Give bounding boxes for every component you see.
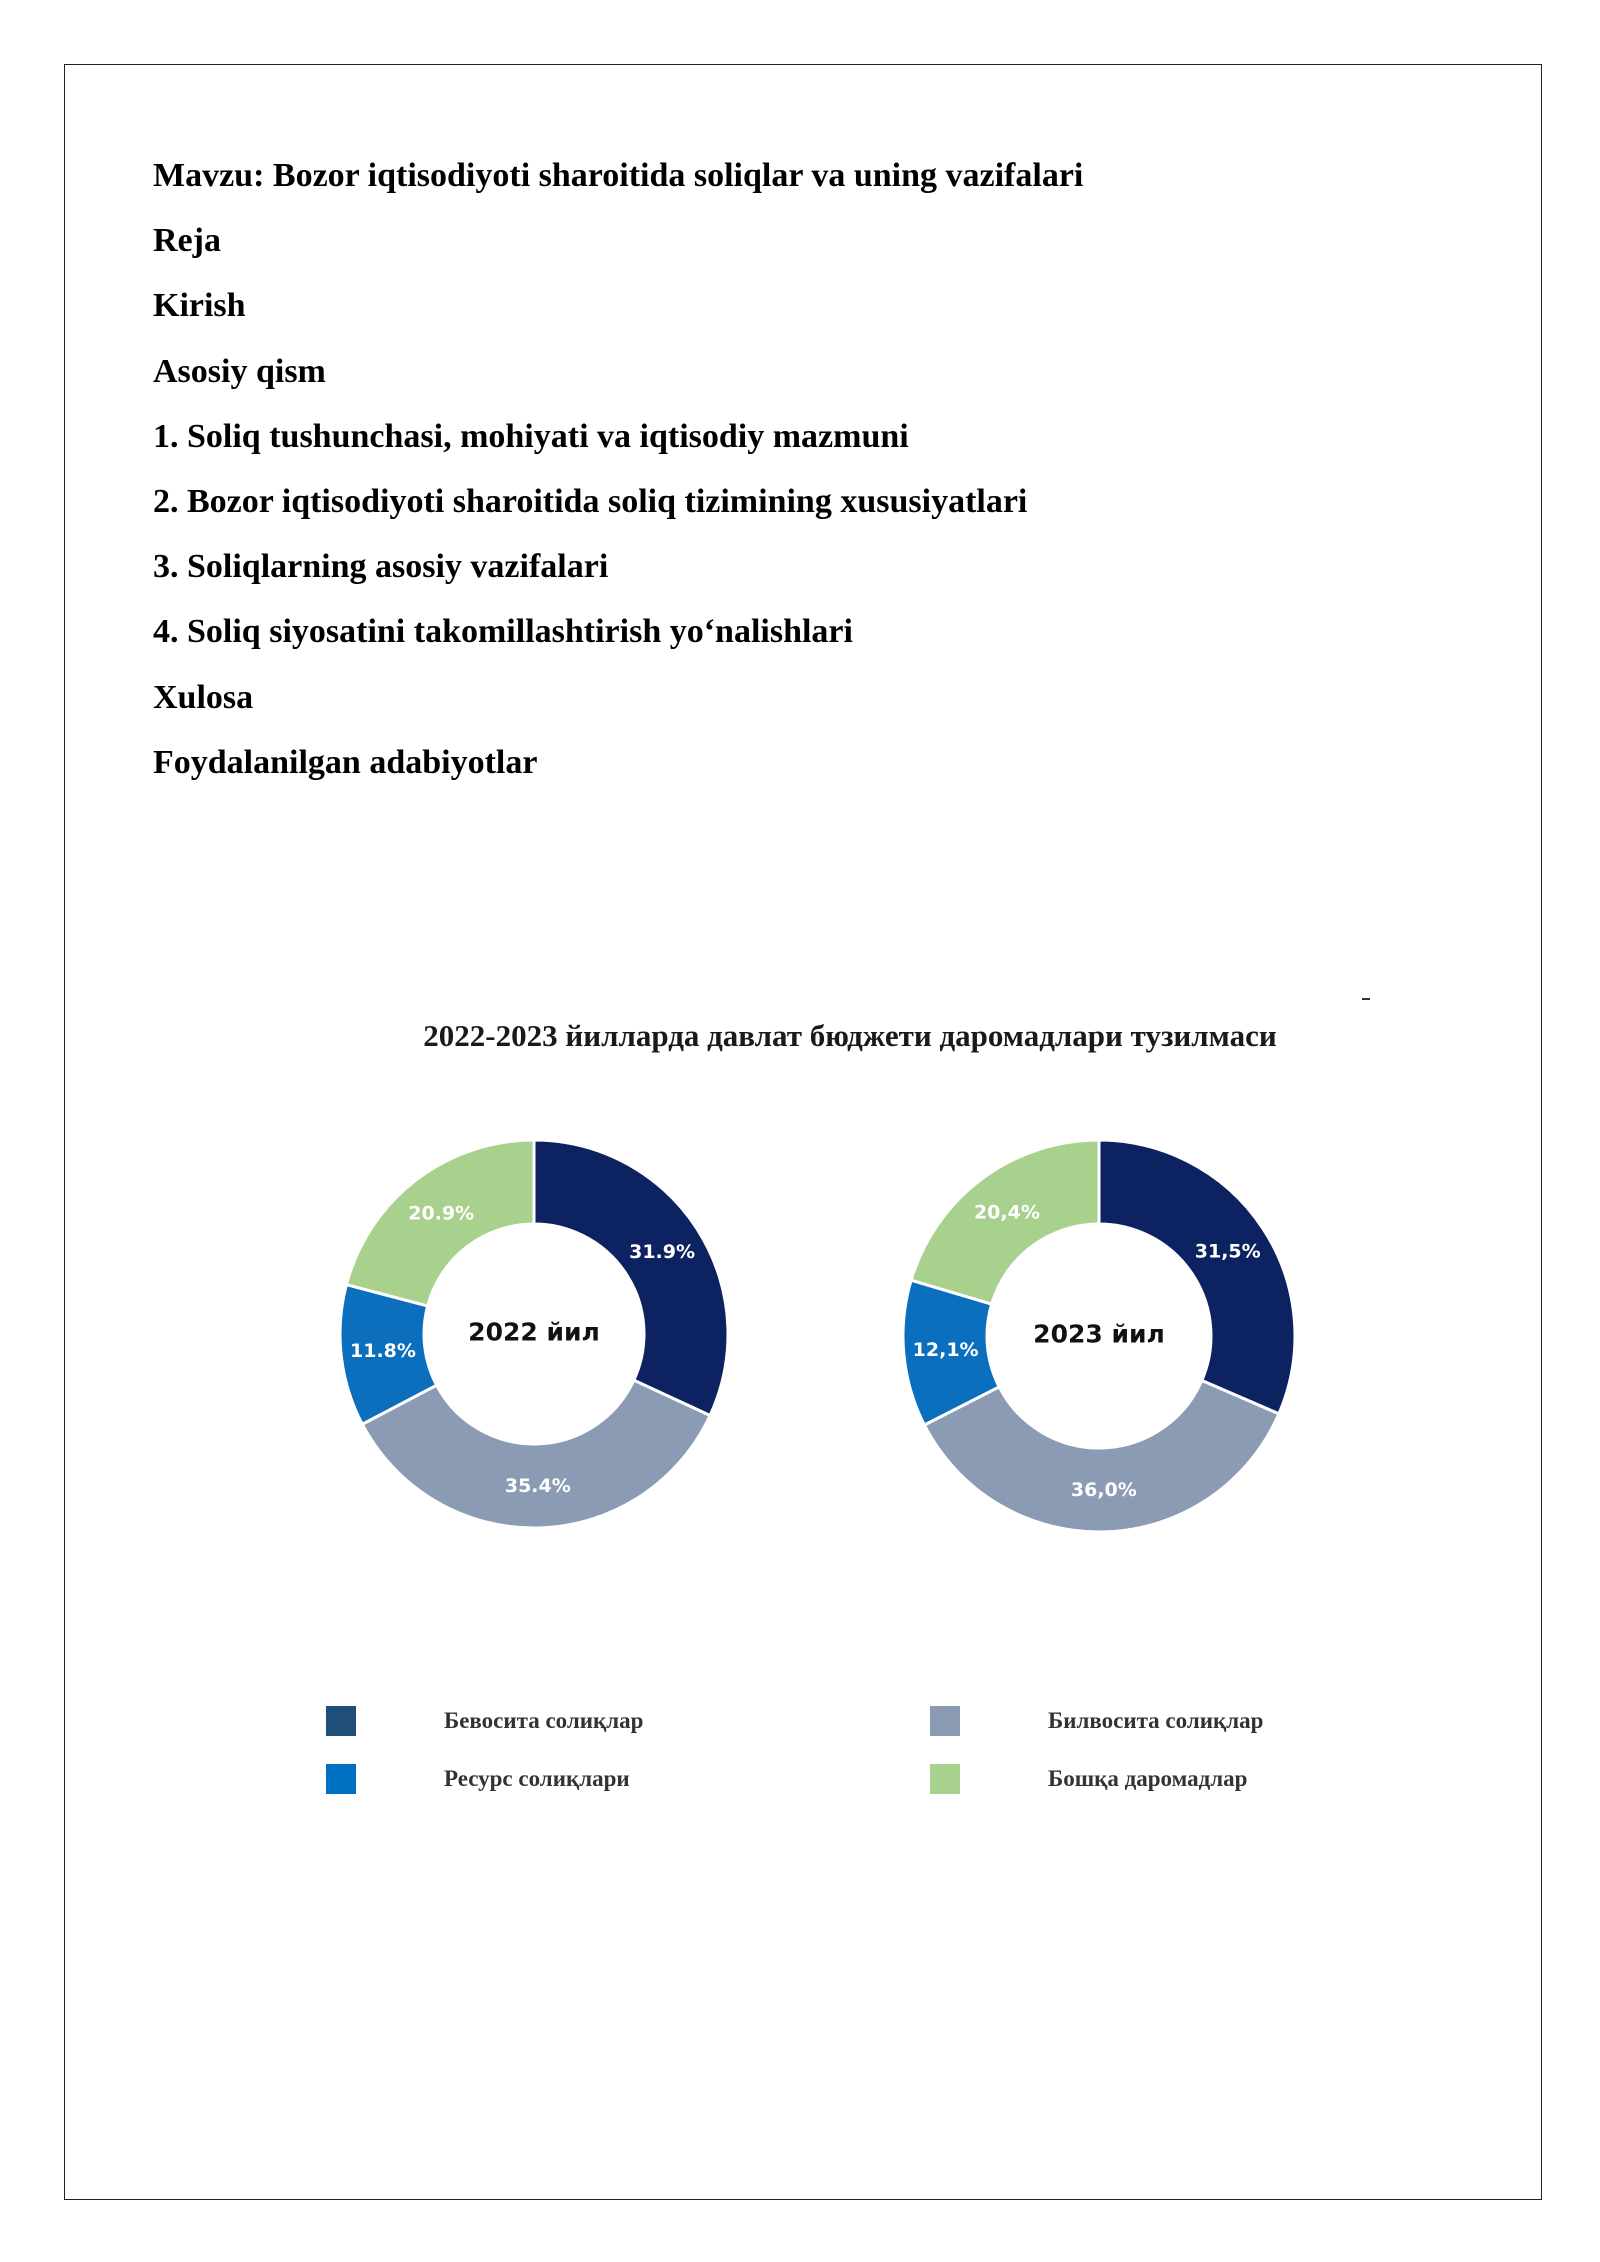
outline-main-part: Asosiy qism — [153, 352, 326, 390]
legend-label-direct-taxes: Бевосита солиқлар — [444, 1708, 644, 1733]
slice-label-direct-taxes-2023: 31,5% — [1194, 1240, 1261, 1263]
legend-item-resource-taxes — [326, 1764, 630, 1794]
slice-label-resource-taxes-2022: 11.8% — [350, 1340, 416, 1363]
slice-direct-taxes-2023 — [1099, 1140, 1295, 1414]
outline-introduction: Kirish — [153, 287, 246, 325]
legend-swatch-indirect-taxes — [930, 1706, 960, 1736]
slice-label-other-revenue-2022: 20.9% — [408, 1202, 475, 1225]
outline-item-4: 4. Soliq siyosatini takomillashtirish yo‘nalishlari — [153, 613, 853, 651]
outline-references: Foydalanilgan adabiyotlar — [153, 743, 538, 781]
chart-legend — [326, 1706, 1326, 1806]
center-label-2023: 2023 йил — [1033, 1319, 1165, 1349]
slice-label-other-revenue-2023: 20,4% — [973, 1201, 1040, 1224]
legend-item-indirect-taxes — [930, 1706, 1263, 1736]
outline-conclusion: Xulosa — [153, 678, 254, 716]
outline-plan-heading: Reja — [153, 222, 221, 260]
slice-label-resource-taxes-2023: 12,1% — [912, 1339, 979, 1362]
outline-topic: Mavzu: Bozor iqtisodiyoti sharoitida soliqlar va uning vazifalari — [153, 157, 1084, 194]
chart-title: 2022-2023 йилларда давлат бюджети даромадлари тузилмаси — [423, 1018, 1277, 1053]
legend-label-resource-taxes: Ресурс солиқлари — [444, 1766, 630, 1791]
legend-label-indirect-taxes: Билвосита солиқлар — [1048, 1708, 1264, 1733]
legend-swatch-resource-taxes — [326, 1764, 356, 1794]
outline-item-2: 2. Bozor iqtisodiyoti sharoitida soliq tizimining xususiyatlari — [153, 482, 1028, 520]
legend-item-direct-taxes — [326, 1706, 643, 1736]
legend-swatch-other-revenue — [930, 1764, 960, 1794]
slice-label-direct-taxes-2022: 31.9% — [629, 1241, 696, 1264]
slice-label-indirect-taxes-2023: 36,0% — [1070, 1478, 1137, 1501]
slice-indirect-taxes-2023 — [924, 1380, 1279, 1532]
legend-label-other-revenue: Бошқа даромадлар — [1048, 1766, 1248, 1791]
center-label-2022: 2022 йил — [468, 1317, 600, 1347]
legend-swatch-direct-taxes — [326, 1706, 356, 1736]
slice-label-indirect-taxes-2022: 35.4% — [504, 1474, 571, 1497]
outline-item-3: 3. Soliqlarning asosiy vazifalari — [153, 548, 609, 586]
legend-item-other-revenue — [930, 1764, 1247, 1794]
outline-item-1: 1. Soliq tushunchasi, mohiyati va iqtisodiy mazmuni — [153, 417, 909, 455]
